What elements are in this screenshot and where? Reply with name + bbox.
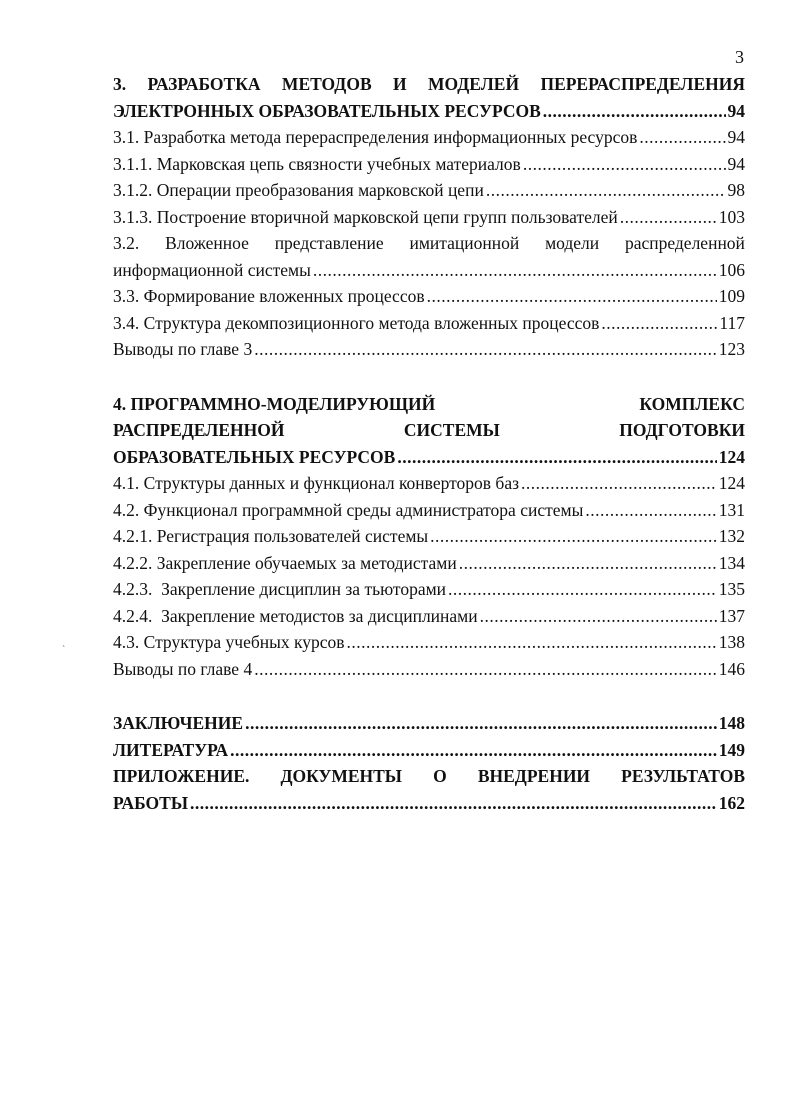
toc-appendix-line2[interactable] [113, 790, 745, 817]
toc-entry[interactable] [113, 576, 745, 603]
toc-entry[interactable] [113, 523, 745, 550]
word: СИСТЕМЫ [403, 420, 500, 440]
toc-label: 3.1.1. Марковская цепь связности учебных материалов [113, 153, 521, 174]
word: РЕЗУЛЬТАТОВ [621, 766, 745, 786]
toc-page: 162 [718, 792, 745, 813]
toc-entry-3-2-line1 [113, 230, 745, 257]
dot-leader [313, 257, 717, 284]
chapter4-title-line3[interactable] [113, 444, 745, 471]
dot-leader [459, 550, 717, 577]
toc-label: 4.3. Структура учебных курсов [113, 632, 345, 652]
word: ВНЕДРЕНИИ [477, 766, 591, 786]
toc-label: РАБОТЫ [113, 792, 189, 813]
word: 3.2. [113, 233, 140, 253]
dot-leader [254, 336, 717, 363]
toc-page: 94 [727, 127, 745, 147]
toc-conclusion[interactable] [113, 710, 745, 737]
dot-leader [245, 710, 717, 737]
chapter4-title-line2 [113, 417, 745, 444]
dot-leader [521, 470, 717, 497]
toc-label: 4.2.3. Закрепление дисциплин за тьюторами [113, 579, 447, 599]
word: Вложенное [165, 233, 249, 253]
word: модели [545, 233, 600, 253]
toc-page: 124 [718, 446, 745, 467]
chapter3-title-line1 [113, 71, 745, 98]
dot-leader [254, 656, 717, 683]
word: ПРИЛОЖЕНИЕ. [113, 766, 250, 786]
toc-entry[interactable] [113, 470, 745, 497]
toc-entry-3-2-line2[interactable] [113, 257, 745, 284]
toc-entry[interactable] [113, 177, 745, 204]
word: 3. [113, 74, 127, 94]
dot-leader [190, 790, 717, 817]
word: О [433, 766, 447, 786]
toc-literature[interactable] [113, 737, 745, 764]
dot-leader [486, 177, 726, 204]
toc-page: 138 [718, 632, 745, 652]
toc-page: 109 [718, 286, 745, 306]
toc-page: 149 [718, 739, 745, 760]
toc-entry[interactable] [113, 336, 745, 363]
toc-entry[interactable] [113, 497, 745, 524]
word: РАСПРЕДЕЛЕННОЙ [113, 420, 285, 440]
toc-page: 124 [718, 473, 745, 493]
toc-entry[interactable] [113, 603, 745, 630]
toc-label: информационной системы [113, 259, 311, 280]
toc-label: 4.2. Функционал программной среды администратора системы [113, 499, 584, 520]
toc-entry[interactable] [113, 151, 745, 178]
toc-page: 135 [718, 579, 745, 599]
toc-entry[interactable] [113, 124, 745, 151]
dot-leader [347, 629, 717, 656]
word: распределенной [624, 233, 745, 253]
dot-leader [397, 444, 716, 471]
toc-label: ЛИТЕРАТУРА [113, 739, 229, 760]
toc-label: 4.1. Структуры данных и функционал конверторов баз [113, 473, 520, 493]
section-gap [113, 363, 745, 391]
toc-label: 4.2.2. Закрепление обучаемых за методистами [113, 552, 457, 573]
toc-label: ОБРАЗОВАТЕЛЬНЫХ РЕСУРСОВ [113, 446, 396, 467]
toc-page: 131 [718, 499, 745, 520]
toc-page: 132 [718, 526, 745, 546]
toc-label: 3.3. Формирование вложенных процессов [113, 286, 425, 306]
word: ПОДГОТОВКИ [619, 420, 745, 440]
toc-entry[interactable] [113, 283, 745, 310]
word: РАЗРАБОТКА [147, 74, 261, 94]
toc-page: 137 [718, 605, 745, 626]
dot-leader [430, 523, 717, 550]
chapter4-title-line1 [113, 391, 745, 418]
dot-leader [427, 283, 717, 310]
word: ПЕРЕРАСПРЕДЕЛЕНИЯ [540, 74, 745, 94]
word: МЕТОДОВ [281, 74, 372, 94]
toc-label: Выводы по главе 4 [113, 658, 253, 679]
toc-page: 98 [727, 180, 745, 200]
toc-label: 4.2.4. Закрепление методистов за дисциплинами [113, 605, 478, 626]
toc-page: 146 [718, 658, 745, 679]
dot-leader [639, 124, 725, 151]
word: имитационной [409, 233, 520, 253]
dot-leader [601, 310, 717, 337]
toc-label: ЭЛЕКТРОННЫХ ОБРАЗОВАТЕЛЬНЫХ РЕСУРСОВ [113, 100, 541, 121]
toc-entry[interactable] [113, 656, 745, 683]
dot-leader [620, 204, 717, 231]
toc-entry[interactable] [113, 310, 745, 337]
dot-leader [543, 98, 726, 125]
stray-mark: ` [62, 645, 66, 656]
dot-leader [230, 737, 717, 764]
table-of-contents [113, 71, 745, 816]
toc-appendix-line1 [113, 763, 745, 790]
toc-label: 3.1.2. Операции преобразования марковской цепи [113, 180, 484, 200]
word: представление [274, 233, 384, 253]
dot-leader [448, 576, 717, 603]
toc-page: 123 [718, 339, 745, 359]
toc-page: 117 [719, 312, 745, 333]
word: 4. ПРОГРАММНО-МОДЕЛИРУЮЩИЙ [113, 393, 436, 414]
toc-page: 94 [727, 100, 745, 121]
chapter3-title-line2[interactable] [113, 98, 745, 125]
toc-label: Выводы по главе 3 [113, 339, 253, 359]
word: ДОКУМЕНТЫ [280, 766, 402, 786]
toc-label: ЗАКЛЮЧЕНИЕ [113, 713, 244, 733]
section-gap [113, 682, 745, 710]
toc-page: 94 [727, 153, 745, 174]
word: КОМПЛЕКС [639, 393, 745, 414]
word: И [393, 74, 407, 94]
toc-page: 103 [718, 206, 745, 227]
toc-entry[interactable] [113, 629, 745, 656]
dot-leader [585, 497, 716, 524]
toc-page: 134 [718, 552, 745, 573]
toc-label: 3.4. Структура декомпозиционного метода вложенных процессов [113, 312, 600, 333]
dot-leader [523, 151, 726, 178]
toc-entry[interactable] [113, 204, 745, 231]
toc-page: 148 [718, 713, 745, 733]
toc-entry[interactable] [113, 550, 745, 577]
page-number: 3 [735, 47, 744, 67]
toc-label: 3.1.3. Построение вторичной марковской цепи групп пользователей [113, 206, 618, 227]
toc-label: 4.2.1. Регистрация пользователей системы [113, 526, 429, 546]
dot-leader [480, 603, 717, 630]
toc-page: 106 [718, 259, 745, 280]
toc-label: 3.1. Разработка метода перераспределения информационных ресурсов [113, 127, 638, 147]
word: МОДЕЛЕЙ [428, 74, 520, 94]
